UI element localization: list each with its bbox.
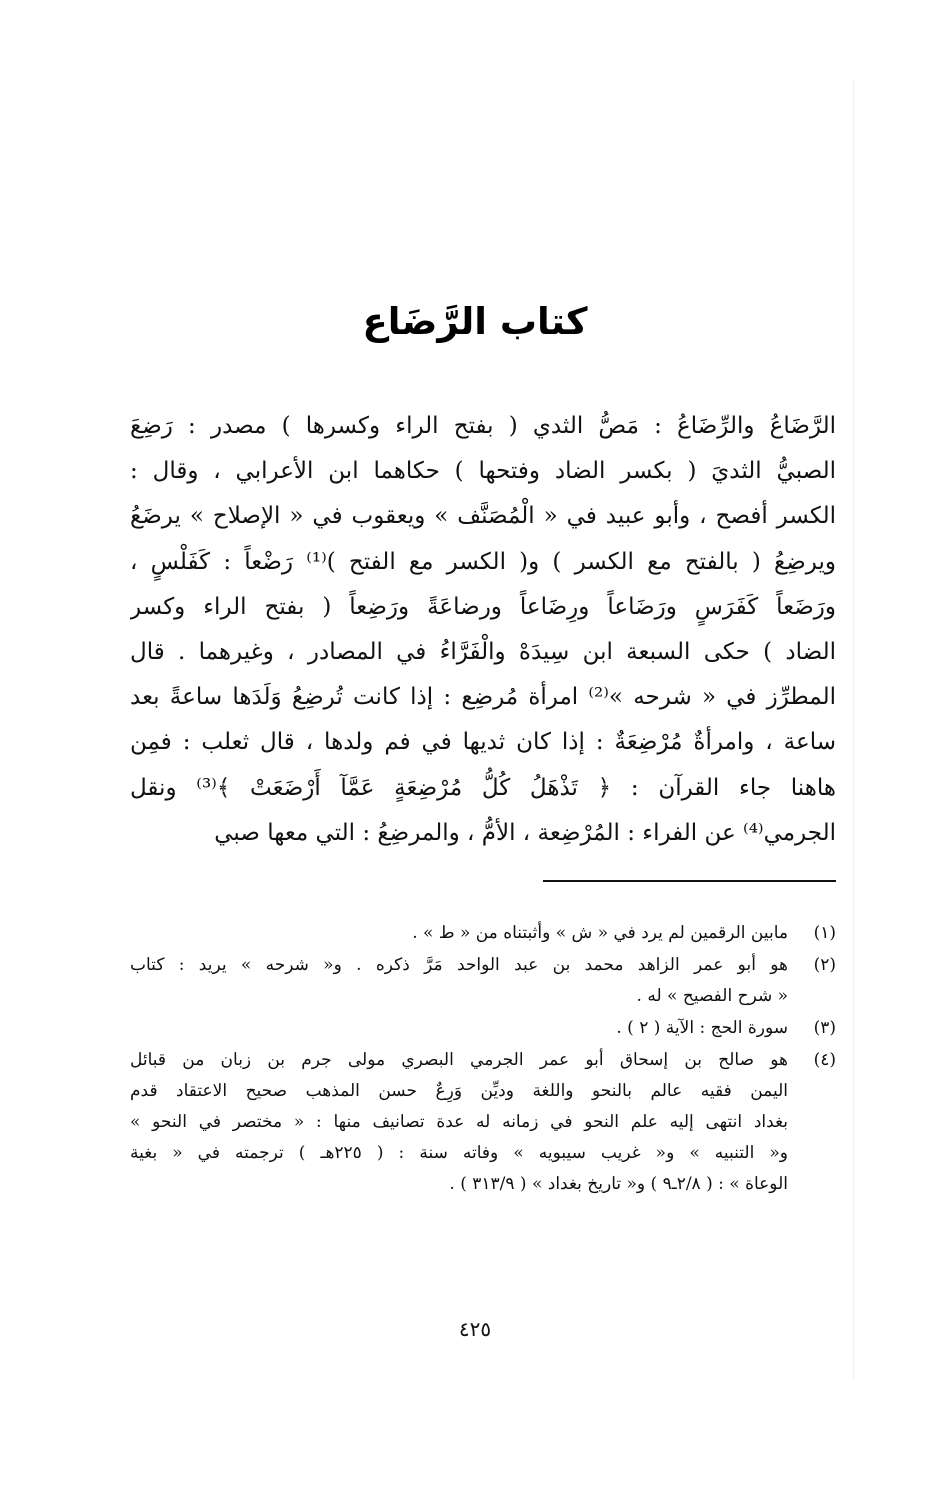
footnote-line: هو أبو عمر الزاهد محمد بن عبد الواحد مَرَّ ذكره . و« شرحه » يريد : كتاب (130, 955, 788, 975)
footnote-line: « شرح الفصيح » له . (636, 986, 788, 1006)
page-number: ٤٢٥ (458, 1317, 492, 1341)
main-text-line: الصبيُّ الثديَ ( بكسر الضاد وفتحها ) حكاهما ابن الأعرابي ، وقال : (130, 458, 836, 485)
main-text-line: ويرضِعُ ( بالفتح مع الكسر ) و( الكسر مع الفتح )⁽¹⁾ رَضْعاً : كَفَلْسٍ ، (130, 548, 836, 575)
footnote-line: بغداد انتهى إليه علم النحو في زمانه له عدة تصانيف منها : « مختصر في النحو » (130, 1112, 788, 1132)
main-text-line: هاهنا جاء القرآن : ﴿ تَذْهَلُ كُلُّ مُرْضِعَةٍ عَمَّآ أَرْضَعَتْ ﴾⁽³⁾ ونقل (130, 774, 836, 801)
footnote-item (130, 1013, 836, 1044)
main-text-line: الضاد ) حكى السبعة ابن سِيدَهْ والْفَرَّاءُ في المصادر ، وغيرهما . قال (130, 638, 836, 665)
footnote-line: الوعاة » : ( ٢/٨ـ٩ ) و« تاريخ بغداد » ( ٣١٣/٩ ) . (449, 1174, 788, 1194)
footnote-number: (٤) (813, 1050, 836, 1070)
footnote-number: (٣) (813, 1018, 836, 1038)
chapter-title: كتاب الرَّضَاع (362, 300, 588, 343)
page-edge-shadow (853, 80, 854, 1380)
footnote-line: و« التنبيه » و« غريب سيبويه » وفاته سنة : ( ٢٢٥هـ ) ترجمته في « بغية (130, 1143, 788, 1163)
footnote-item (130, 918, 836, 949)
footnote-line: اليمن فقيه عالم بالنحو واللغة وديِّن وَرِعٌ حسن المذهب صحيح الاعتقاد قدم (130, 1081, 788, 1101)
footnote-text (130, 918, 788, 949)
main-text-line: الجرمي⁽⁴⁾ عن الفراء : المُرْضِعة ، الأمُّ ، والمرضِعُ : التي معها صبي (214, 819, 836, 846)
footnote-text (130, 950, 788, 1012)
footnote-separator (543, 880, 836, 882)
footnote-text (130, 1013, 788, 1044)
footnote-line: سورة الحج : الآية ( ٢ ) . (616, 1018, 788, 1038)
footnote-line: مابين الرقمين لم يرد في « ش » وأثبتناه من « ط » . (412, 923, 788, 943)
main-text-body (130, 404, 836, 856)
main-text-line: ساعة ، وامرأةٌ مُرْضِعَةٌ : إذا كان ثديها في فم ولدها ، قال ثعلب : فمِن (130, 729, 836, 756)
footnote-number: (١) (813, 923, 836, 943)
footnote-line: هو صالح بن إسحاق أبو عمر الجرمي البصري مولى جرم بن زبان من قبائل (130, 1050, 788, 1070)
footnote-item (130, 1045, 836, 1200)
footnote-item (130, 950, 836, 1012)
footnotes-list (130, 918, 836, 1201)
footnote-number: (٢) (813, 955, 836, 975)
footnote-text (130, 1045, 788, 1200)
main-text-line: الرَّضَاعُ والرِّضَاعُ : مَصُّ الثدي ( بفتح الراء وكسرها ) مصدر : رَضِعَ (130, 413, 836, 439)
main-text-line: ورَضَعاً كَفَرَسٍ ورَضَاعاً ورِضَاعاً ورضاعَةً ورَضِعاً ( بفتح الراء وكسر (130, 593, 836, 620)
main-text-line: المطرِّز في « شرحه »⁽²⁾ امرأة مُرضِع : إذا كانت تُرضِعُ وَلَدَها ساعةً بعد (130, 684, 836, 711)
main-text-line: الكسر أفصح ، وأبو عبيد في « الْمُصَنَّف » ويعقوب في « الإصلاح » يرضَعُ (130, 503, 836, 530)
